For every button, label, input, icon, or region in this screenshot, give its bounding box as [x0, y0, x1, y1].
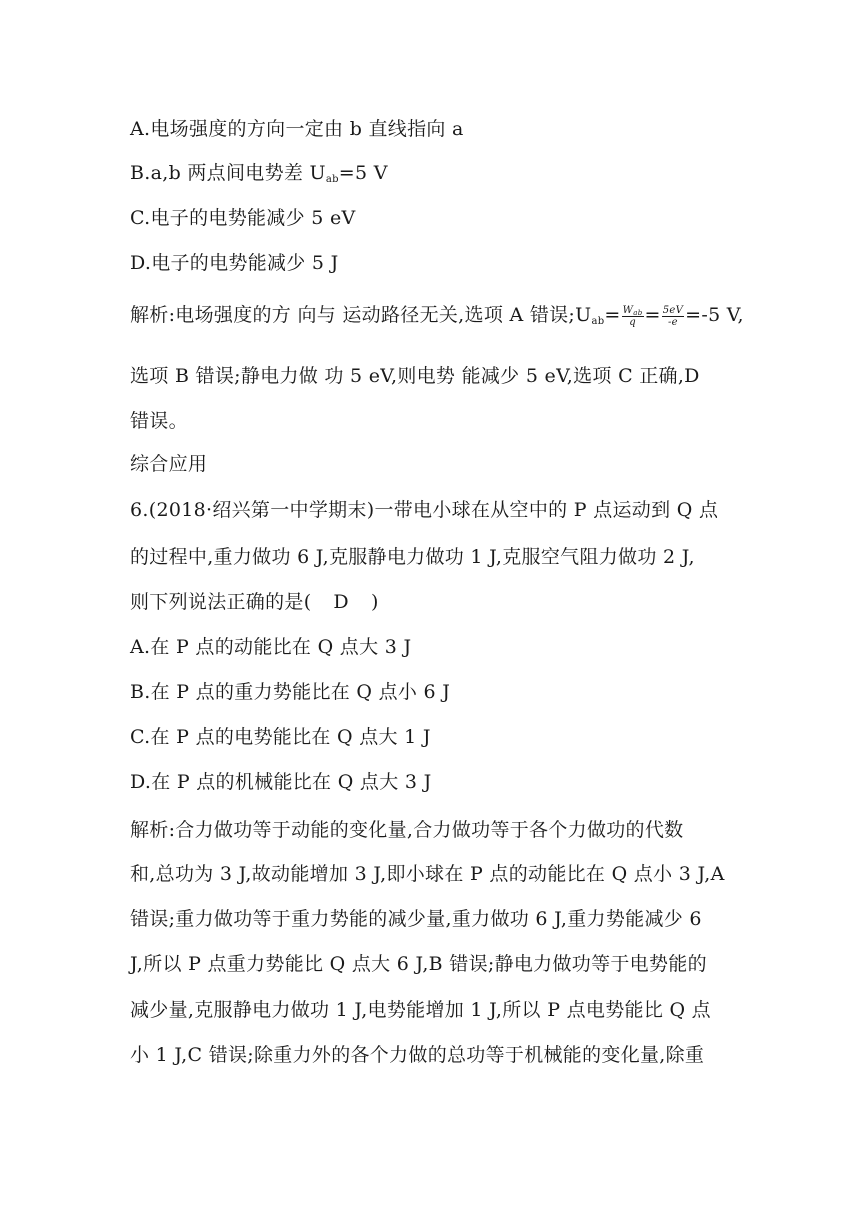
q5-analysis-line-3: 错误。: [130, 410, 188, 432]
fraction-numerator-subscript: ab: [633, 308, 643, 317]
q6-stem-line-2: 的过程中,重力做功 6 J,克服静电力做功 1 J,克服空气阻力做功 2 J,: [130, 546, 695, 568]
q6-answer: D: [333, 591, 349, 613]
q6-option-d: D.在 P 点的机械能比在 Q 点大 3 J: [130, 771, 432, 793]
q5-analysis-equals-1: =: [604, 304, 621, 326]
q6-option-b: B.在 P 点的重力势能比在 Q 点小 6 J: [130, 681, 451, 703]
q6-option-a: A.在 P 点的动能比在 Q 点大 3 J: [130, 636, 412, 658]
q6-analysis-line-3: 错误;重力做功等于重力势能的减少量,重力做功 6 J,重力势能减少 6: [130, 908, 702, 930]
q5-option-b-prefix: B.a,b 两点间电势差 U: [130, 162, 326, 184]
q6-analysis-line-2: 和,总功为 3 J,故动能增加 3 J,即小球在 P 点的动能比在 Q 点小 3 J,A: [130, 863, 725, 885]
q5-option-b: [130, 161, 388, 185]
fraction-work-over-charge: [622, 305, 644, 328]
fraction-denominator: q: [629, 316, 636, 328]
q6-stem-suffix: ): [370, 591, 379, 613]
q5-analysis-line-1: [130, 303, 744, 328]
q5-analysis-line-2: 选项 B 错误;静电力做 功 5 eV,则电势 能减少 5 eV,选项 C 正确,D: [130, 365, 700, 387]
fraction-numerator-w: W: [622, 304, 634, 316]
q6-analysis-line-1: 解析:合力做功等于动能的变化量,合力做功等于各个力做功的代数: [130, 819, 684, 841]
q5-option-b-suffix: =5 V: [338, 162, 388, 184]
q5-option-d: D.电子的电势能减少 5 J: [130, 252, 339, 274]
q6-option-c: C.在 P 点的电势能比在 Q 点大 1 J: [130, 726, 431, 748]
q5-analysis-subscript: ab: [591, 316, 605, 327]
q5-option-c: C.电子的电势能减少 5 eV: [130, 207, 356, 229]
q6-analysis-line-5: 减少量,克服静电力做功 1 J,电势能增加 1 J,所以 P 点电势能比 Q 点: [130, 999, 711, 1021]
section-title: 综合应用: [130, 453, 208, 475]
fraction-energy-over-charge: [662, 305, 684, 328]
q5-option-a: A.电场强度的方向一定由 b 直线指向 a: [130, 118, 464, 140]
q5-option-b-subscript: ab: [325, 174, 339, 185]
q6-stem-prefix: 则下列说法正确的是(: [130, 591, 312, 613]
q6-stem-line-3: [130, 590, 379, 614]
q6-analysis-line-4: J,所以 P 点重力势能比 Q 点大 6 J,B 错误;静电力做功等于电势能的: [130, 953, 707, 975]
q5-analysis-equals-2: =: [644, 304, 661, 326]
q6-analysis-line-6: 小 1 J,C 错误;除重力外的各个力做的总功等于机械能的变化量,除重: [130, 1044, 705, 1066]
fraction-denominator: -e: [667, 316, 678, 328]
fraction-numerator: [622, 305, 644, 317]
q5-analysis-text: 解析:电场强度的方 向与 运动路径无关,选项 A 错误;U: [130, 304, 592, 326]
q6-stem-line-1: 6.(2018·绍兴第一中学期末)一带电小球在从空中的 P 点运动到 Q 点: [130, 499, 719, 521]
q5-analysis-result: =-5 V,: [685, 304, 744, 326]
fraction-numerator: 5eV: [662, 304, 684, 316]
